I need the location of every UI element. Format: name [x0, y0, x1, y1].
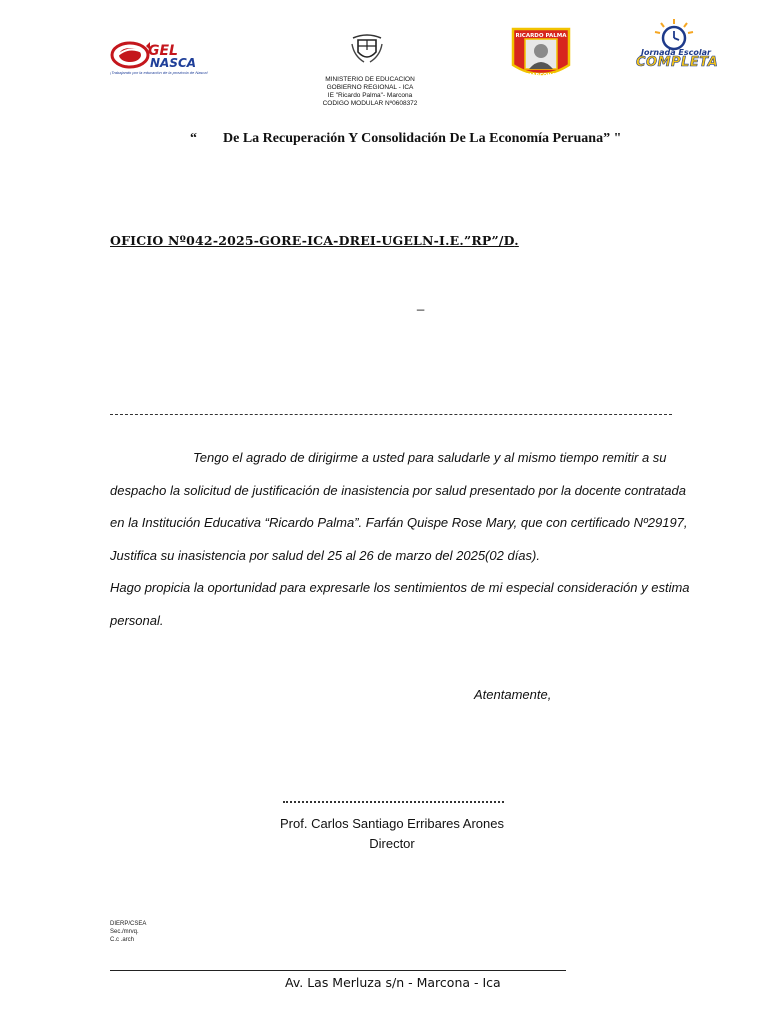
footer-rule — [110, 970, 566, 971]
ugel-region-text: NASCA — [150, 56, 197, 70]
body-line: Justifica su inasistencia por salud del 25 al 26 de marzo del 2025(02 días). — [110, 548, 540, 563]
school-crest-place: MARCONA — [526, 73, 556, 79]
footer-address: Av. Las Merluza s/n - Marcona - Ica — [285, 975, 501, 990]
ugel-brand-text: GEL — [148, 43, 178, 59]
school-crest-logo — [511, 25, 571, 82]
ministry-line: IE "Ricardo Palma"- Marcona — [327, 92, 413, 99]
year-motto-text: De La Recuperación Y Consolidación De La Economía Peruana” " — [223, 131, 622, 146]
year-motto — [190, 131, 621, 147]
initials-line: DIERP/CSEA — [110, 921, 147, 927]
dash-mark: _ — [417, 296, 425, 311]
separator-line — [110, 414, 672, 415]
oficio-period: . — [514, 233, 519, 248]
body-line: Hago propicia la oportunidad para expresarle los sentimientos de mi especial consideración y estima — [110, 580, 690, 595]
oficio-number-text: OFICIO Nº042-2025-GORE-ICA-DREI-UGELN-I.E.”RP”/D — [110, 233, 515, 248]
ugel-motto-text: ¡Trabajando por la educación de la provincia de Nasca! — [110, 70, 208, 75]
peru-shield-icon — [350, 32, 384, 66]
body-line: Tengo el agrado de dirigirme a usted para saludarle y al mismo tiempo remitir a su — [193, 450, 667, 465]
oficio-number — [110, 233, 519, 248]
ministry-line: GOBIERNO REGIONAL - ICA — [326, 84, 414, 91]
clock-icon — [633, 18, 715, 52]
initials-line: Sec./mrvq. — [110, 929, 139, 935]
jec-logo-top: Jornada Escolar — [641, 48, 711, 57]
ministry-line: MINISTERIO DE EDUCACION — [325, 76, 415, 83]
body-line: en la Institución Educativa “Ricardo Palma”. Farfán Quispe Rose Mary, que con certificado Nº29197, — [110, 515, 688, 530]
jec-logo-main: COMPLETA — [636, 55, 719, 70]
ministry-line: CODIGO MODULAR Nº0608372 — [322, 100, 418, 107]
body-line: despacho la solicitud de justificación de inasistencia por salud presentado por la docente contratada — [110, 483, 686, 498]
body-line: personal. — [110, 613, 164, 628]
ugel-nasca-logo — [110, 40, 208, 80]
initials-line: C.c .arch — [110, 937, 135, 943]
signature-line — [283, 801, 504, 803]
closing-text: Atentamente, — [474, 687, 552, 702]
ugel-emblem-icon — [110, 40, 150, 70]
signatory-name: Prof. Carlos Santiago Erribares Arones — [280, 816, 504, 831]
signatory-title: Director — [369, 836, 415, 851]
open-quote: “ — [190, 131, 197, 146]
ministry-header — [300, 76, 440, 108]
jec-logo — [633, 18, 719, 73]
reference-initials — [110, 920, 146, 944]
school-crest-name: RICARDO PALMA — [515, 33, 567, 39]
